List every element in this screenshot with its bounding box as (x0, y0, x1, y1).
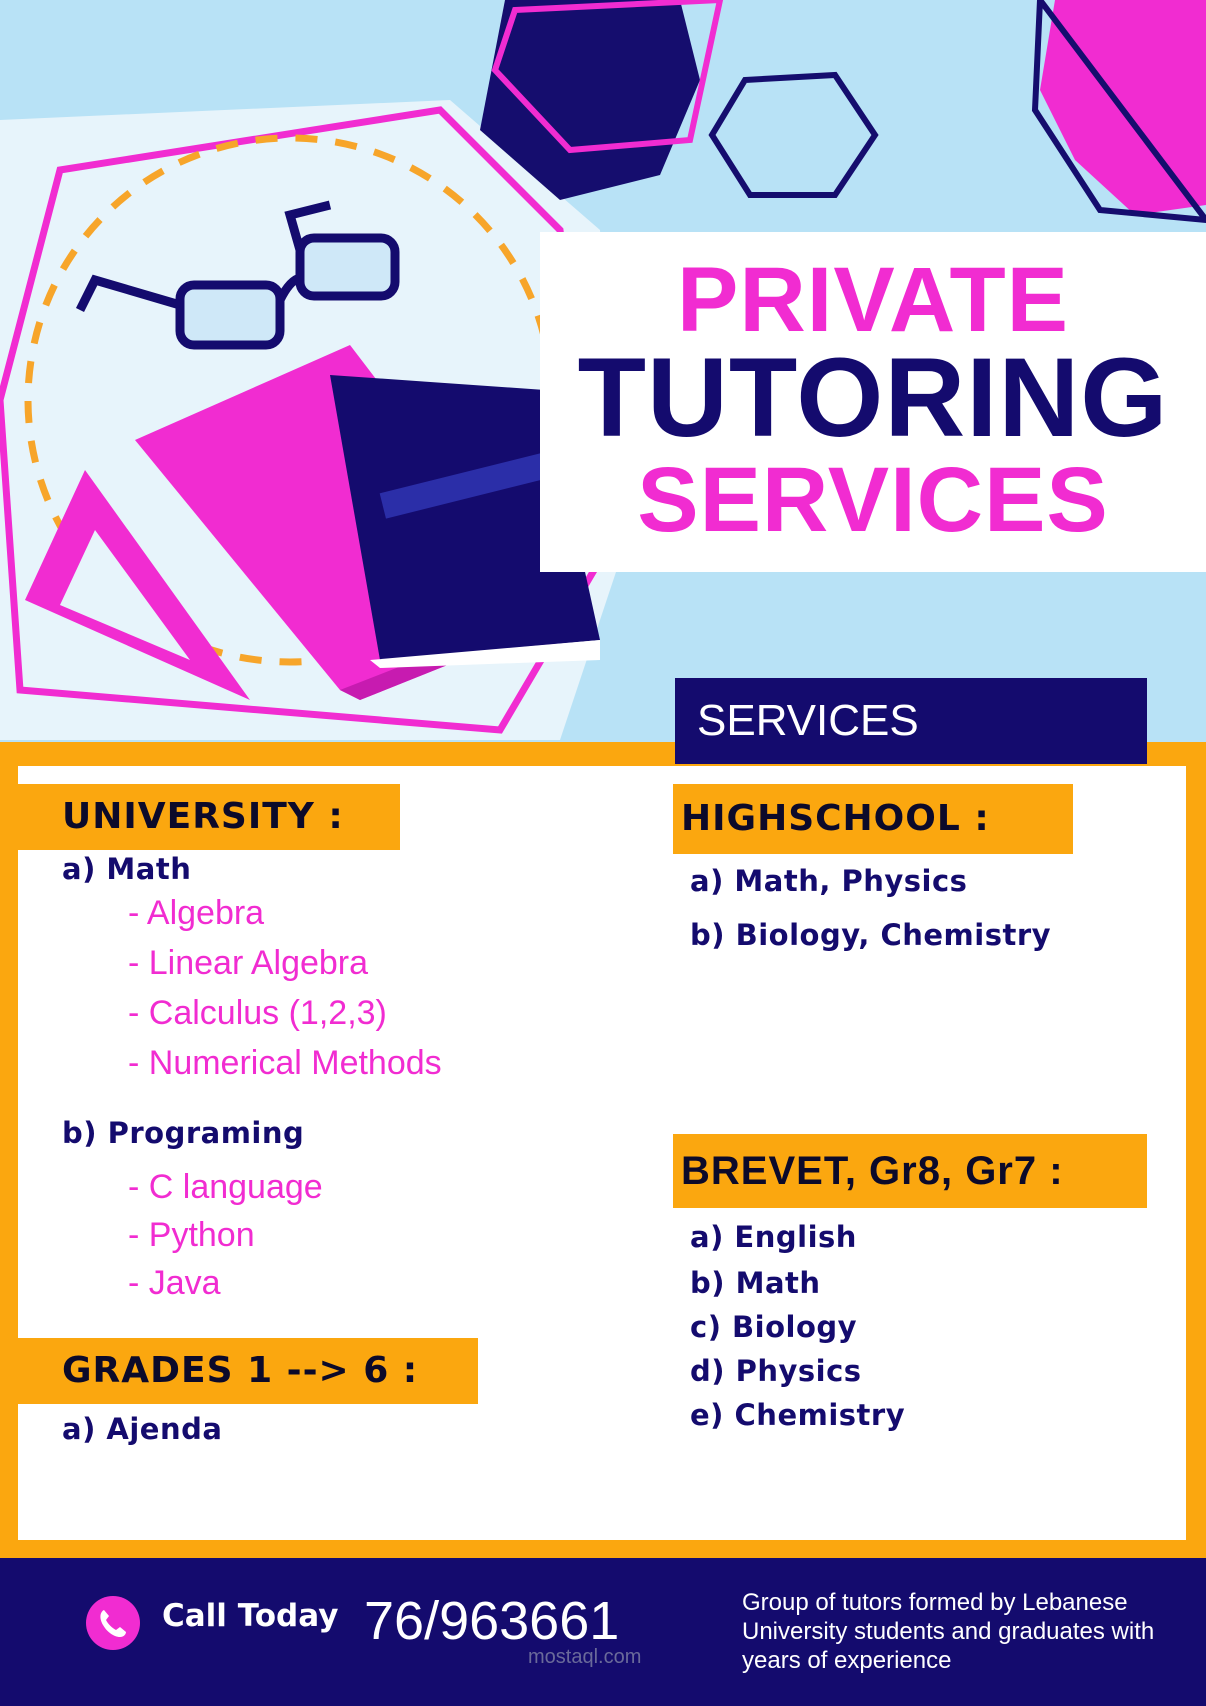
call-today-label: Call Today (162, 1598, 339, 1634)
university-math-item: - Linear Algebra (128, 944, 369, 982)
brevet-item: c) Biology (690, 1310, 858, 1344)
title-line-services: SERVICES (637, 449, 1109, 551)
brevet-heading: BREVET, Gr8, Gr7 : (673, 1134, 1147, 1208)
phone-icon (86, 1596, 140, 1650)
university-heading: UNIVERSITY : (18, 784, 400, 850)
small-hexagon-outline (712, 75, 875, 195)
title-line-tutoring: TUTORING (577, 335, 1169, 460)
university-math-item: - Numerical Methods (128, 1044, 442, 1082)
brevet-item: b) Math (690, 1266, 821, 1300)
university-math-item: - Calculus (1,2,3) (128, 994, 387, 1032)
brevet-item: a) English (690, 1220, 857, 1254)
university-programming-item: - C language (128, 1168, 323, 1206)
watermark: mostaql.com (528, 1646, 642, 1668)
tutors-blurb: Group of tutors formed by Lebanese University students and graduates with years of experience (742, 1589, 1155, 1674)
phone-number[interactable]: 76/963661 (364, 1591, 620, 1651)
university-programming-item: - Python (128, 1216, 255, 1254)
university-programming-label: b) Programing (62, 1116, 305, 1150)
grades-item: a) Ajenda (62, 1412, 223, 1446)
title-line-private: PRIVATE (676, 249, 1070, 351)
university-math-label: a) Math (62, 852, 192, 886)
university-programming-item: - Java (128, 1264, 221, 1302)
highschool-heading: HIGHSCHOOL : (673, 784, 1073, 854)
highschool-item: a) Math, Physics (690, 864, 968, 898)
grades-heading: GRADES 1 --> 6 : (18, 1338, 478, 1404)
highschool-item: b) Biology, Chemistry (690, 918, 1052, 952)
services-tab: SERVICES (675, 678, 1147, 764)
title-panel (540, 232, 1206, 572)
university-math-item: - Algebra (128, 894, 265, 932)
brevet-item: d) Physics (690, 1354, 862, 1388)
brevet-item: e) Chemistry (690, 1398, 906, 1432)
